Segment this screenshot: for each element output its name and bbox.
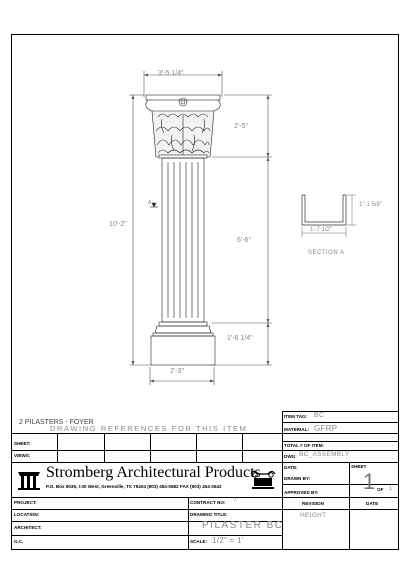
capital	[146, 95, 221, 158]
section-depth-dim: 1"-1 5/8"	[359, 202, 382, 208]
dim-total-height: 10'-2"	[109, 221, 127, 228]
sheet-number: 1	[363, 469, 376, 494]
section-marker-label: A	[148, 200, 152, 206]
architect-label: ARCHITECT:	[14, 525, 42, 530]
approved-by-label: APPROVED BY:	[284, 490, 319, 495]
sheet-total: 1	[389, 486, 393, 492]
shaft	[162, 158, 204, 322]
drawing-title-value: PILASTER BC	[202, 520, 284, 531]
item-tag-label: ITEM TAG:	[284, 414, 308, 419]
sheet-of-label: OF	[377, 487, 384, 492]
section-title: SECTION A	[308, 250, 345, 256]
dim-capital-height: 2'-5"	[234, 123, 248, 130]
section-width-dim: 1'-7 1/2"	[310, 227, 332, 233]
ref-sheet-label: SHEET:	[14, 441, 31, 446]
sheet-label: SHEET	[351, 464, 367, 469]
scale-value: 1/2" = 1'	[212, 536, 244, 545]
drawing-title-label: DRAWING TITLE:	[190, 512, 228, 517]
revision-date-header: DATE	[366, 501, 379, 506]
total-items-label: TOTAL # OF ITEM:	[284, 443, 325, 448]
scale-label: SCALE:	[190, 539, 208, 544]
base	[151, 322, 215, 365]
revision-header: REVISION	[302, 501, 324, 506]
date-label: DATE:	[284, 465, 298, 470]
dim-shaft-height: 6'-6"	[237, 237, 251, 244]
ref-views-label: VIEWS:	[14, 453, 31, 458]
company-name: Stromberg Architectural Products	[46, 464, 261, 481]
drawing-note: 2 PILASTERS - FOYER	[19, 419, 94, 426]
contract-label: CONTRACT NO:	[190, 500, 226, 505]
dim-capital-width: 3'-5 1/4"	[158, 70, 184, 77]
dim-base-height: 1'-6 1/4"	[227, 335, 253, 342]
contract-value: ?	[233, 498, 237, 504]
references-title: DRAWING REFERENCES FOR THIS ITEM	[50, 424, 248, 433]
location-label: LOCATION:	[14, 512, 40, 517]
project-label: PROJECT:	[14, 500, 37, 505]
drawing-sheet	[11, 34, 399, 550]
item-tag-value: BC	[314, 412, 325, 419]
gc-label: G.C.	[14, 539, 24, 544]
section-a-profile	[302, 195, 346, 225]
company-logo-left-icon	[16, 466, 42, 492]
drawn-by-label: DRAWN BY:	[284, 476, 311, 481]
pilaster-elevation-drawing	[12, 35, 397, 412]
dwg-value: BC_ASSEMBLY	[299, 451, 350, 458]
material-value: GFRP	[314, 424, 338, 433]
revision-entry: HEIGHT	[300, 512, 327, 519]
material-label: MATERIAL:	[284, 427, 309, 432]
dim-base-width: 2'-3"	[170, 368, 184, 375]
dwg-label: DWG:	[284, 454, 297, 459]
company-address: P.O. Box 6036, I-30 West, Greenville, TX 75404 (903) 454-0682 FAX (903) 454-3642	[46, 484, 222, 489]
